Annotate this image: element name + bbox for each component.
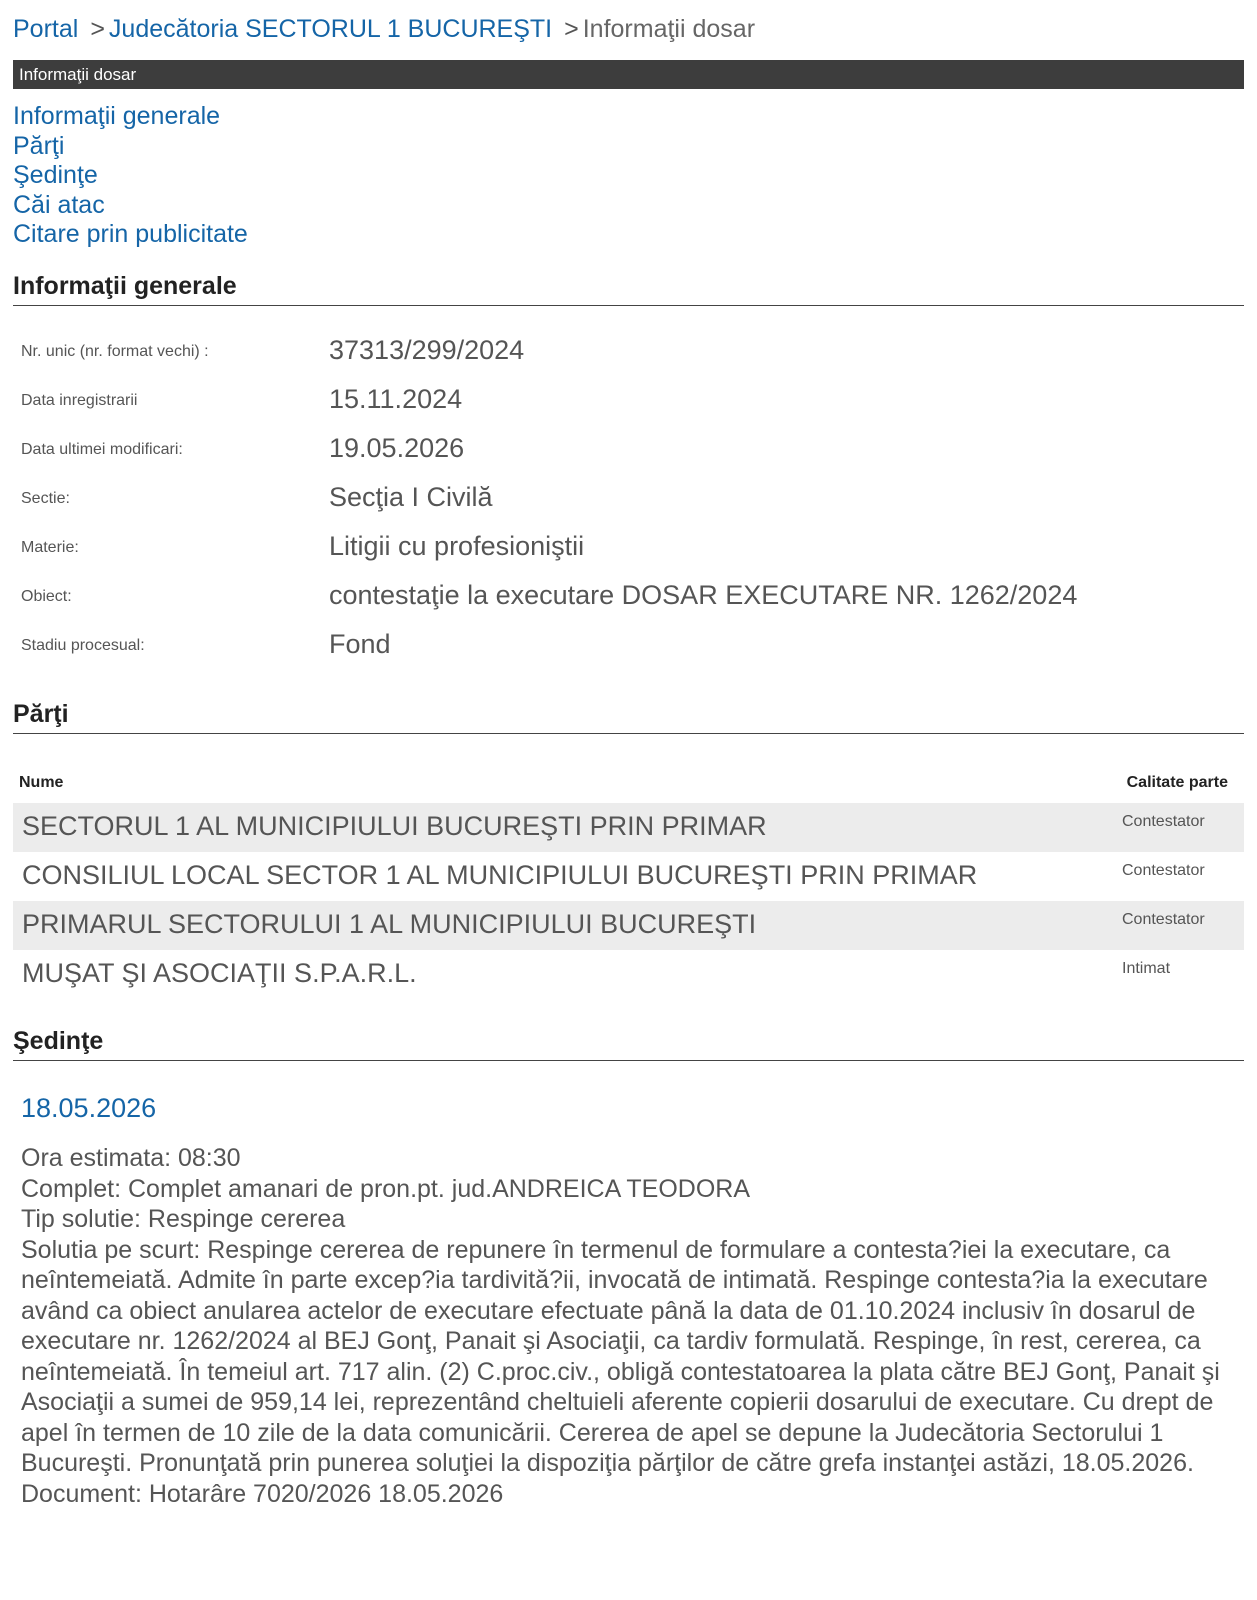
parties-table bbox=[13, 770, 1244, 999]
info-value: Secţia I Civilă bbox=[329, 482, 493, 512]
hearing-details bbox=[21, 1143, 1231, 1509]
info-row-nr-unic bbox=[21, 335, 1221, 392]
info-value: 15.11.2024 bbox=[329, 384, 463, 414]
hearing-solution-type: Tip solutie: Respinge cererea bbox=[21, 1205, 346, 1233]
info-row-data-inregistrarii bbox=[21, 384, 1221, 441]
party-role: Contestator bbox=[1122, 813, 1205, 830]
party-role: Contestator bbox=[1122, 911, 1205, 928]
parties-table-header bbox=[13, 770, 1244, 803]
party-role: Intimat bbox=[1122, 960, 1171, 977]
anchor-link-citare-prin-publicitate[interactable]: Citare prin publicitate bbox=[13, 220, 248, 248]
anchor-link-sedinte[interactable]: Şedinţe bbox=[13, 161, 98, 189]
info-value: 19.05.2026 bbox=[329, 433, 465, 463]
info-value: 37313/299/2024 bbox=[329, 335, 525, 365]
info-value: contestaţie la executare DOSAR EXECUTARE NR. 1262/2024 bbox=[329, 580, 1078, 610]
column-header-nume: Nume bbox=[19, 774, 64, 791]
anchor-link-cai-atac[interactable]: Căi atac bbox=[13, 190, 105, 219]
section-title-general: Informaţii generale bbox=[13, 271, 1244, 306]
info-label: Nr. unic (nr. format vechi) : bbox=[21, 343, 209, 360]
column-header-calitate-parte: Calitate parte bbox=[1126, 774, 1228, 791]
info-label: Obiect: bbox=[21, 588, 72, 605]
info-label: Data inregistrarii bbox=[21, 392, 138, 409]
breadcrumb-portal-link[interactable]: Portal bbox=[13, 15, 79, 43]
info-value: Fond bbox=[329, 629, 391, 659]
section-title-sedinte: Şedinţe bbox=[13, 1026, 1244, 1061]
anchor-link-parti[interactable]: Părţi bbox=[13, 131, 65, 160]
table-row bbox=[13, 950, 1244, 999]
info-value: Litigii cu profesioniştii bbox=[329, 531, 585, 561]
info-label: Materie: bbox=[21, 539, 79, 556]
info-row-stadiu-procesual bbox=[21, 629, 1221, 686]
info-label: Data ultimei modificari: bbox=[21, 441, 183, 458]
hearing-document: Document: Hotarâre 7020/2026 18.05.2026 bbox=[21, 1479, 504, 1508]
page-title: Informaţii dosar bbox=[19, 65, 137, 84]
section-anchor-nav bbox=[13, 102, 248, 250]
party-name: MUŞAT ŞI ASOCIAŢII S.P.A.R.L. bbox=[22, 958, 417, 988]
hearing-date: 18.05.2026 bbox=[21, 1093, 157, 1123]
info-row-data-ultimei-modificari bbox=[21, 433, 1221, 490]
info-row-sectie bbox=[21, 482, 1221, 539]
breadcrumb-court-link[interactable]: Judecătoria SECTORUL 1 BUCUREŞTI bbox=[108, 15, 553, 43]
party-name: SECTORUL 1 AL MUNICIPIULUI BUCUREŞTI PRIN PRIMAR bbox=[22, 811, 767, 841]
info-label: Stadiu procesual: bbox=[21, 637, 145, 654]
table-row bbox=[13, 852, 1244, 901]
info-row-obiect bbox=[21, 580, 1221, 637]
party-role: Contestator bbox=[1122, 862, 1205, 879]
party-name: PRIMARUL SECTORULUI 1 AL MUNICIPIULUI BUCUREŞTI bbox=[22, 909, 757, 939]
section-title-parti: Părţi bbox=[13, 699, 1244, 734]
hearing-solution-summary: Solutia pe scurt: Respinge cererea de repunere în termenul de formulare a contesta?iei la executare, ca neîntemeiată. Admite în parte excep?ia tardivită?ii, invocată de intimată. Respinge contesta?ia la executare având ca obiect anularea actelor de executare efectuate până la data de 01.10.2024 inclusiv în dosarul de executare nr. 1262/2024 al BEJ Gonţ, Panait şi Asociaţii, ca tardiv formulată. Respinge, în rest, cererea, ca neîntemeiată. În temeiul art. 717 alin. (2) C.proc.civ., obligă contestatoarea la plata către BEJ Gonţ, Panait şi Asociaţii a sumei de 959,14 lei, reprezentând cheltuieli aferente copierii dosarului de executare. Cu drept de apel în termen de 10 zile de la data comunicării. Cererea de apel se depune la Judecătoria Sectorului 1 Bucureşti. Pronunţată prin punerea soluţiei la dispoziţia părţilor de către grefa instanţei astăzi, 18.05.2026. bbox=[21, 1235, 1220, 1477]
hearing-estimated-time: Ora estimata: 08:30 bbox=[21, 1144, 241, 1172]
breadcrumb-separator: > bbox=[564, 15, 579, 43]
info-label: Sectie: bbox=[21, 490, 70, 507]
table-row bbox=[13, 803, 1244, 852]
table-row bbox=[13, 901, 1244, 950]
general-info-list bbox=[21, 335, 1221, 686]
breadcrumb-separator: > bbox=[90, 15, 105, 43]
breadcrumb-current: Informaţii dosar bbox=[582, 15, 756, 43]
breadcrumb bbox=[13, 14, 755, 44]
party-name: CONSILIUL LOCAL SECTOR 1 AL MUNICIPIULUI BUCUREŞTI PRIN PRIMAR bbox=[22, 860, 978, 890]
anchor-link-informatii-generale[interactable]: Informaţii generale bbox=[13, 102, 221, 130]
hearing-panel: Complet: Complet amanari de pron.pt. jud.ANDREICA TEODORA bbox=[21, 1174, 750, 1203]
page-title-bar bbox=[13, 60, 1244, 89]
